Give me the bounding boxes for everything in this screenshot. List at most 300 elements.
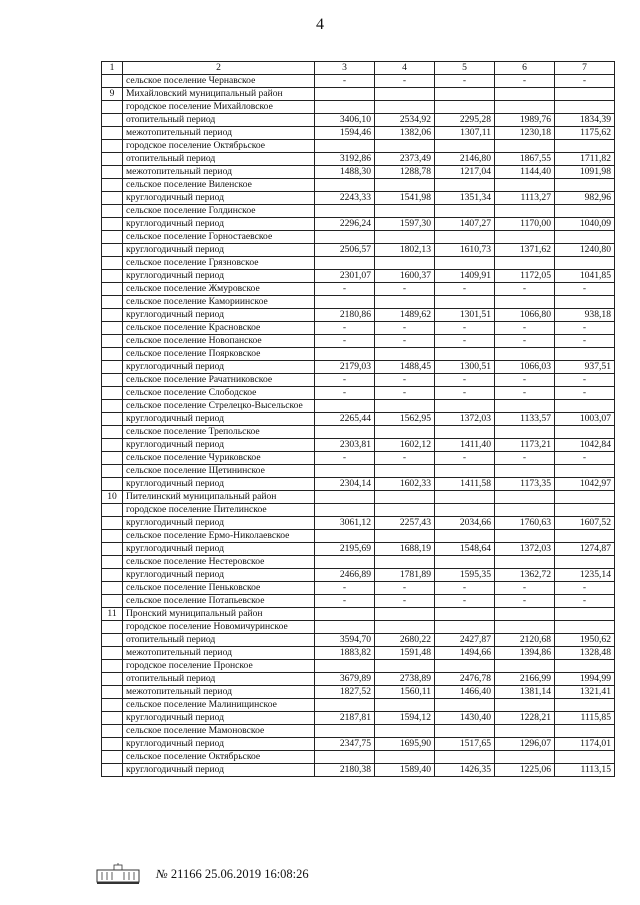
value-cell: 937,51 [555, 361, 615, 374]
table-row [102, 439, 615, 452]
value-cell: 1594,46 [315, 127, 375, 140]
row-index-cell [102, 400, 123, 413]
value-cell [435, 179, 495, 192]
value-cell: 1372,03 [435, 413, 495, 426]
row-name-cell: Пителинский муниципальный район [123, 491, 315, 504]
table-row [102, 218, 615, 231]
row-index-cell [102, 127, 123, 140]
value-cell: 1351,34 [435, 192, 495, 205]
value-cell: 1781,89 [375, 569, 435, 582]
row-name-cell: сельское поселение Рачатниковское [123, 374, 315, 387]
value-cell [375, 205, 435, 218]
value-cell: - [315, 335, 375, 348]
value-cell [495, 465, 555, 478]
table-row [102, 647, 615, 660]
value-cell: 1407,27 [435, 218, 495, 231]
value-cell: 1041,85 [555, 270, 615, 283]
value-cell: 1541,98 [375, 192, 435, 205]
row-name-cell: сельское поселение Мамоновское [123, 725, 315, 738]
value-cell [495, 179, 555, 192]
row-index-cell [102, 699, 123, 712]
row-name-cell: межотопительный период [123, 127, 315, 140]
table-row [102, 530, 615, 543]
value-cell: 1173,35 [495, 478, 555, 491]
value-cell: 1594,12 [375, 712, 435, 725]
value-cell: - [435, 283, 495, 296]
value-cell: 1597,30 [375, 218, 435, 231]
value-cell [435, 621, 495, 634]
value-cell: 2166,99 [495, 673, 555, 686]
row-index-cell [102, 192, 123, 205]
value-cell [315, 660, 375, 673]
table-row [102, 608, 615, 621]
value-cell [315, 491, 375, 504]
row-name-cell: сельское поселение Чернавское [123, 75, 315, 88]
value-cell [555, 465, 615, 478]
row-index-cell [102, 205, 123, 218]
value-cell: - [435, 387, 495, 400]
row-index-cell [102, 543, 123, 556]
document-footer [96, 862, 309, 886]
value-cell: 1760,63 [495, 517, 555, 530]
value-cell: 1802,13 [375, 244, 435, 257]
value-cell: 2506,57 [315, 244, 375, 257]
value-cell [315, 101, 375, 114]
row-name-cell: круглогодичный период [123, 270, 315, 283]
value-cell: 2373,49 [375, 153, 435, 166]
row-name-cell: отопительный период [123, 153, 315, 166]
table-row [102, 452, 615, 465]
table-row [102, 361, 615, 374]
row-index-cell [102, 725, 123, 738]
row-index-cell [102, 569, 123, 582]
value-cell: 1430,40 [435, 712, 495, 725]
value-cell [555, 556, 615, 569]
value-cell: 1296,07 [495, 738, 555, 751]
row-index-cell: 11 [102, 608, 123, 621]
row-index-cell [102, 296, 123, 309]
value-cell: 1235,14 [555, 569, 615, 582]
table-row [102, 205, 615, 218]
value-cell: - [435, 452, 495, 465]
value-cell: 1562,95 [375, 413, 435, 426]
value-cell: 1300,51 [435, 361, 495, 374]
value-cell [315, 179, 375, 192]
row-index-cell [102, 361, 123, 374]
value-cell: 1607,52 [555, 517, 615, 530]
row-name-cell: межотопительный период [123, 686, 315, 699]
value-cell [495, 751, 555, 764]
row-index-cell [102, 465, 123, 478]
value-cell [375, 140, 435, 153]
row-name-cell: межотопительный период [123, 166, 315, 179]
row-name-cell: круглогодичный период [123, 738, 315, 751]
value-cell: 1301,51 [435, 309, 495, 322]
row-name-cell: сельское поселение Горностаевское [123, 231, 315, 244]
table-row [102, 283, 615, 296]
row-index-cell [102, 712, 123, 725]
table-row [102, 387, 615, 400]
value-cell: 1307,11 [435, 127, 495, 140]
value-cell [435, 231, 495, 244]
row-index-cell [102, 478, 123, 491]
value-cell: - [315, 75, 375, 88]
value-cell: 1602,12 [375, 439, 435, 452]
value-cell: 1834,39 [555, 114, 615, 127]
value-cell: - [555, 582, 615, 595]
value-cell [495, 400, 555, 413]
value-cell [435, 140, 495, 153]
table-row [102, 504, 615, 517]
table-header-row [102, 62, 615, 75]
row-index-cell [102, 309, 123, 322]
row-index-cell: 10 [102, 491, 123, 504]
table-row [102, 192, 615, 205]
row-name-cell: сельское поселение Потапьевское [123, 595, 315, 608]
value-cell: - [555, 374, 615, 387]
value-cell: 3061,12 [315, 517, 375, 530]
row-name-cell: сельское поселение Ермо-Николаевское [123, 530, 315, 543]
value-cell [375, 530, 435, 543]
row-index-cell [102, 140, 123, 153]
value-cell [555, 88, 615, 101]
table-row [102, 244, 615, 257]
value-cell [495, 621, 555, 634]
value-cell: - [435, 322, 495, 335]
row-index-cell [102, 179, 123, 192]
row-index-cell [102, 374, 123, 387]
number-sign: № [156, 866, 168, 881]
table-row [102, 140, 615, 153]
value-cell [375, 231, 435, 244]
value-cell: - [555, 595, 615, 608]
value-cell: 1066,80 [495, 309, 555, 322]
row-name-cell: сельское поселение Красновское [123, 322, 315, 335]
value-cell [495, 348, 555, 361]
value-cell [375, 101, 435, 114]
row-index-cell [102, 270, 123, 283]
value-cell: 1175,62 [555, 127, 615, 140]
value-cell: 2243,33 [315, 192, 375, 205]
row-name-cell: сельское поселение Жмуровское [123, 283, 315, 296]
value-cell: 1867,55 [495, 153, 555, 166]
value-cell: 2304,14 [315, 478, 375, 491]
row-name-cell: городское поселение Пронское [123, 660, 315, 673]
value-cell: - [435, 335, 495, 348]
value-cell: 1489,62 [375, 309, 435, 322]
table-row [102, 231, 615, 244]
value-cell [495, 101, 555, 114]
value-cell: 2296,24 [315, 218, 375, 231]
value-cell: - [495, 75, 555, 88]
table-row [102, 686, 615, 699]
row-index-cell [102, 673, 123, 686]
value-cell: 1170,00 [495, 218, 555, 231]
value-cell: 1225,06 [495, 764, 555, 777]
value-cell [435, 348, 495, 361]
value-cell [315, 426, 375, 439]
value-cell: 1217,04 [435, 166, 495, 179]
value-cell [315, 296, 375, 309]
row-index-cell [102, 426, 123, 439]
value-cell [315, 205, 375, 218]
row-index-cell [102, 413, 123, 426]
table-row [102, 738, 615, 751]
value-cell [495, 88, 555, 101]
value-cell: 1372,03 [495, 543, 555, 556]
value-cell: 1602,33 [375, 478, 435, 491]
row-index-cell [102, 114, 123, 127]
value-cell: 1488,45 [375, 361, 435, 374]
value-cell [555, 660, 615, 673]
value-cell: 1113,15 [555, 764, 615, 777]
value-cell: 1113,27 [495, 192, 555, 205]
row-index-cell [102, 634, 123, 647]
table-row [102, 348, 615, 361]
value-cell [435, 660, 495, 673]
table-row [102, 296, 615, 309]
row-index-cell [102, 387, 123, 400]
row-name-cell: сельское поселение Чуриковское [123, 452, 315, 465]
value-cell [495, 231, 555, 244]
value-cell [555, 101, 615, 114]
row-index-cell: 9 [102, 88, 123, 101]
value-cell [435, 426, 495, 439]
value-cell: 1174,01 [555, 738, 615, 751]
row-name-cell: сельское поселение Октябрьское [123, 751, 315, 764]
row-index-cell [102, 283, 123, 296]
table-row [102, 543, 615, 556]
row-name-cell: сельское поселение Стрелецко-Высельское [123, 400, 315, 413]
building-seal-icon [96, 863, 140, 885]
value-cell: 1328,48 [555, 647, 615, 660]
row-name-cell: Михайловский муниципальный район [123, 88, 315, 101]
value-cell: 1466,40 [435, 686, 495, 699]
row-name-cell: сельское поселение Камориинское [123, 296, 315, 309]
value-cell: - [375, 582, 435, 595]
value-cell [375, 725, 435, 738]
value-cell: 1600,37 [375, 270, 435, 283]
value-cell: - [555, 387, 615, 400]
value-cell: 1883,82 [315, 647, 375, 660]
value-cell [495, 530, 555, 543]
value-cell [435, 101, 495, 114]
header-cell: 5 [435, 62, 495, 75]
table-row [102, 621, 615, 634]
value-cell: - [495, 452, 555, 465]
row-index-cell [102, 647, 123, 660]
value-cell: 1240,80 [555, 244, 615, 257]
row-name-cell: круглогодичный период [123, 712, 315, 725]
table-row [102, 101, 615, 114]
value-cell: 1228,21 [495, 712, 555, 725]
row-name-cell: сельское поселение Голдинское [123, 205, 315, 218]
row-index-cell [102, 231, 123, 244]
value-cell: - [555, 75, 615, 88]
value-cell [555, 140, 615, 153]
value-cell [555, 296, 615, 309]
value-cell [375, 465, 435, 478]
value-cell [555, 205, 615, 218]
value-cell: 2265,44 [315, 413, 375, 426]
value-cell [555, 699, 615, 712]
value-cell: 1610,73 [435, 244, 495, 257]
row-index-cell [102, 335, 123, 348]
value-cell: - [495, 283, 555, 296]
value-cell [375, 400, 435, 413]
value-cell: - [375, 387, 435, 400]
row-index-cell [102, 153, 123, 166]
value-cell: 1994,99 [555, 673, 615, 686]
value-cell: - [495, 322, 555, 335]
header-cell: 2 [123, 62, 315, 75]
value-cell: 2195,69 [315, 543, 375, 556]
value-cell: - [315, 387, 375, 400]
value-cell: - [375, 75, 435, 88]
table-row [102, 400, 615, 413]
value-cell [555, 179, 615, 192]
value-cell: - [315, 595, 375, 608]
row-index-cell [102, 218, 123, 231]
value-cell [375, 660, 435, 673]
value-cell [435, 205, 495, 218]
value-cell [375, 751, 435, 764]
value-cell: - [375, 283, 435, 296]
value-cell: - [375, 322, 435, 335]
value-cell: 1560,11 [375, 686, 435, 699]
table-row [102, 257, 615, 270]
row-index-cell [102, 582, 123, 595]
row-name-cell: отопительный период [123, 114, 315, 127]
value-cell: 1042,84 [555, 439, 615, 452]
value-cell: 2476,78 [435, 673, 495, 686]
row-index-cell [102, 257, 123, 270]
table-row [102, 465, 615, 478]
value-cell [315, 465, 375, 478]
row-index-cell [102, 322, 123, 335]
table-row [102, 595, 615, 608]
value-cell [315, 530, 375, 543]
row-name-cell: круглогодичный период [123, 413, 315, 426]
table-row [102, 712, 615, 725]
value-cell [495, 504, 555, 517]
value-cell [435, 491, 495, 504]
value-cell [495, 725, 555, 738]
value-cell [495, 556, 555, 569]
value-cell: 1066,03 [495, 361, 555, 374]
row-name-cell: круглогодичный период [123, 478, 315, 491]
header-cell: 1 [102, 62, 123, 75]
value-cell: - [435, 374, 495, 387]
table-row [102, 309, 615, 322]
value-cell: 982,96 [555, 192, 615, 205]
row-index-cell [102, 244, 123, 257]
table-row [102, 673, 615, 686]
page-number: 4 [316, 16, 324, 33]
value-cell: 2179,03 [315, 361, 375, 374]
value-cell [375, 608, 435, 621]
value-cell: 2303,81 [315, 439, 375, 452]
value-cell [375, 257, 435, 270]
value-cell [435, 88, 495, 101]
value-cell [435, 556, 495, 569]
value-cell [375, 348, 435, 361]
value-cell: 2146,80 [435, 153, 495, 166]
value-cell: - [315, 582, 375, 595]
value-cell [315, 725, 375, 738]
table-row [102, 634, 615, 647]
header-cell: 3 [315, 62, 375, 75]
value-cell: 1989,76 [495, 114, 555, 127]
value-cell: 1695,90 [375, 738, 435, 751]
value-cell: 1172,05 [495, 270, 555, 283]
value-cell: 1394,86 [495, 647, 555, 660]
value-cell: 1003,07 [555, 413, 615, 426]
value-cell: 1591,48 [375, 647, 435, 660]
value-cell: 1173,21 [495, 439, 555, 452]
row-name-cell: круглогодичный период [123, 569, 315, 582]
value-cell: 1144,40 [495, 166, 555, 179]
value-cell [555, 751, 615, 764]
table-row [102, 725, 615, 738]
value-cell [435, 400, 495, 413]
value-cell [315, 556, 375, 569]
value-cell [315, 257, 375, 270]
value-cell: - [495, 387, 555, 400]
value-cell: 2180,86 [315, 309, 375, 322]
row-index-cell [102, 764, 123, 777]
value-cell: - [555, 335, 615, 348]
value-cell: 2295,28 [435, 114, 495, 127]
value-cell [555, 530, 615, 543]
header-cell: 4 [375, 62, 435, 75]
row-name-cell: городское поселение Михайловское [123, 101, 315, 114]
row-name-cell: круглогодичный период [123, 764, 315, 777]
value-cell: - [555, 283, 615, 296]
table-row [102, 491, 615, 504]
value-cell: 1426,35 [435, 764, 495, 777]
value-cell [315, 348, 375, 361]
value-cell: 1411,58 [435, 478, 495, 491]
table-row [102, 569, 615, 582]
row-name-cell: круглогодичный период [123, 543, 315, 556]
table-row [102, 374, 615, 387]
value-cell [375, 179, 435, 192]
row-index-cell [102, 530, 123, 543]
value-cell: 3679,89 [315, 673, 375, 686]
table-row [102, 166, 615, 179]
value-cell: 1042,97 [555, 478, 615, 491]
value-cell: 1595,35 [435, 569, 495, 582]
value-cell [435, 751, 495, 764]
value-cell: - [435, 595, 495, 608]
row-index-cell [102, 439, 123, 452]
value-cell: 2034,66 [435, 517, 495, 530]
table-body [102, 62, 615, 777]
table-row [102, 75, 615, 88]
value-cell: 1517,65 [435, 738, 495, 751]
value-cell: - [555, 452, 615, 465]
document-id-datetime: 21166 25.06.2019 16:08:26 [170, 866, 309, 881]
table-row [102, 426, 615, 439]
value-cell [495, 608, 555, 621]
row-index-cell [102, 751, 123, 764]
value-cell [555, 426, 615, 439]
value-cell: 2347,75 [315, 738, 375, 751]
header-cell: 7 [555, 62, 615, 75]
value-cell: 2466,89 [315, 569, 375, 582]
value-cell [375, 88, 435, 101]
